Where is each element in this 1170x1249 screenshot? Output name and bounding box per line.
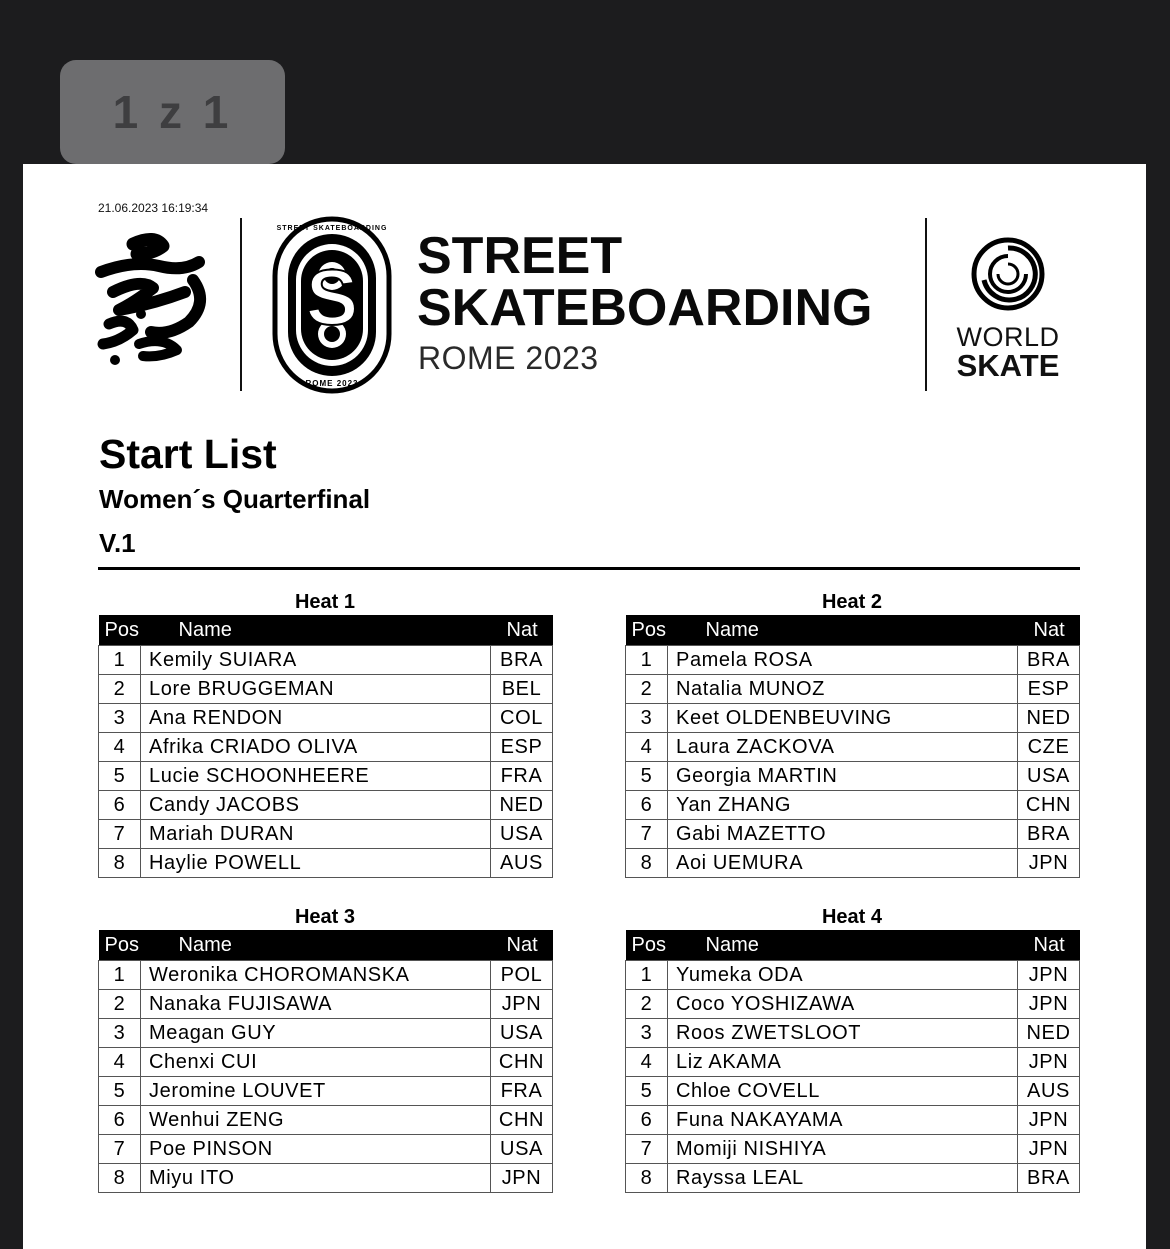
pos-cell: 7	[99, 820, 141, 849]
table-row	[626, 675, 1080, 704]
pos-cell: 5	[99, 1077, 141, 1106]
table-row	[626, 1019, 1080, 1048]
pos-cell: 3	[99, 704, 141, 733]
table-row	[99, 1135, 553, 1164]
pos-cell: 8	[99, 849, 141, 878]
world-skate-logo	[953, 234, 1063, 381]
table-row	[99, 1106, 553, 1135]
pos-cell: 3	[626, 704, 668, 733]
event-title-line1: STREET	[417, 227, 623, 285]
heat-4-table	[625, 930, 1080, 1193]
nat-cell: BRA	[491, 646, 553, 675]
name-cell: Coco YOSHIZAWA	[668, 990, 1018, 1019]
column-header-nat: Nat	[491, 615, 553, 646]
nat-cell: FRA	[491, 1077, 553, 1106]
pos-cell: 2	[99, 990, 141, 1019]
pos-cell: 2	[99, 675, 141, 704]
column-header-pos: Pos	[626, 930, 668, 961]
pos-cell: 1	[99, 646, 141, 675]
nat-cell: JPN	[1018, 1106, 1080, 1135]
nat-cell: CZE	[1018, 733, 1080, 762]
table-row	[99, 704, 553, 733]
nat-cell: JPN	[1018, 961, 1080, 990]
nat-cell: JPN	[1018, 1048, 1080, 1077]
nat-cell: COL	[491, 704, 553, 733]
name-cell: Roos ZWETSLOOT	[668, 1019, 1018, 1048]
name-cell: Natalia MUNOZ	[668, 675, 1018, 704]
title-block	[99, 430, 370, 560]
nat-cell: NED	[1018, 704, 1080, 733]
page-indicator: 1 z 1	[60, 60, 285, 164]
table-row	[626, 820, 1080, 849]
header-divider-left	[240, 218, 242, 391]
table-row	[99, 733, 553, 762]
table-row	[99, 675, 553, 704]
table-row	[626, 1048, 1080, 1077]
column-header-name: Name	[668, 615, 1018, 646]
nat-cell: BRA	[1018, 1164, 1080, 1193]
pos-cell: 5	[99, 762, 141, 791]
heat-title: Heat 4	[821, 906, 883, 928]
nat-cell: JPN	[1018, 849, 1080, 878]
pos-cell: 4	[99, 1048, 141, 1077]
version-label: V.1	[99, 528, 136, 558]
pos-cell: 6	[626, 791, 668, 820]
pos-cell: 3	[99, 1019, 141, 1048]
name-cell: Miyu ITO	[141, 1164, 491, 1193]
column-header-name: Name	[668, 930, 1018, 961]
table-row	[99, 1048, 553, 1077]
pos-cell: 7	[626, 1135, 668, 1164]
pos-cell: 2	[626, 990, 668, 1019]
table-row	[626, 791, 1080, 820]
name-cell: Candy JACOBS	[141, 791, 491, 820]
name-cell: Gabi MAZETTO	[668, 820, 1018, 849]
document-header	[23, 164, 1146, 404]
nat-cell: BEL	[491, 675, 553, 704]
name-cell: Meagan GUY	[141, 1019, 491, 1048]
name-cell: Lore BRUGGEMAN	[141, 675, 491, 704]
organizer-line2: SKATE	[956, 348, 1060, 383]
page-title: Start List	[99, 431, 277, 477]
street-skateboarding-badge-logo	[272, 216, 392, 394]
heat-4-section	[625, 904, 1079, 1193]
heat-2-section	[625, 589, 1079, 878]
table-row	[99, 1077, 553, 1106]
badge-letter: S	[305, 253, 359, 341]
name-cell: Yan ZHANG	[668, 791, 1018, 820]
event-title	[417, 227, 873, 337]
nat-cell: BRA	[1018, 646, 1080, 675]
pos-cell: 4	[99, 733, 141, 762]
pos-cell: 8	[626, 849, 668, 878]
pos-cell: 1	[626, 961, 668, 990]
organizer-line1: WORLD	[956, 322, 1060, 352]
pos-cell: 3	[626, 1019, 668, 1048]
table-row	[99, 762, 553, 791]
column-header-nat: Nat	[1018, 615, 1080, 646]
badge-top-text: STREET SKATEBOARDING	[276, 225, 388, 232]
name-cell: Rayssa LEAL	[668, 1164, 1018, 1193]
name-cell: Laura ZACKOVA	[668, 733, 1018, 762]
world-skate-swirl-icon	[968, 234, 1048, 314]
name-cell: Jeromine LOUVET	[141, 1077, 491, 1106]
name-cell: Kemily SUIARA	[141, 646, 491, 675]
column-header-pos: Pos	[626, 615, 668, 646]
name-cell: Haylie POWELL	[141, 849, 491, 878]
heat-title: Heat 2	[821, 591, 883, 613]
table-row	[99, 1164, 553, 1193]
page-subtitle: Women´s Quarterfinal	[99, 484, 371, 514]
nat-cell: NED	[491, 791, 553, 820]
nat-cell: JPN	[491, 990, 553, 1019]
rome-emblem-logo	[93, 232, 213, 372]
pos-cell: 5	[626, 1077, 668, 1106]
column-header-pos: Pos	[99, 615, 141, 646]
nat-cell: USA	[491, 820, 553, 849]
nat-cell: ESP	[1018, 675, 1080, 704]
nat-cell: JPN	[1018, 1135, 1080, 1164]
name-cell: Pamela ROSA	[668, 646, 1018, 675]
name-cell: Ana RENDON	[141, 704, 491, 733]
pos-cell: 6	[99, 1106, 141, 1135]
pos-cell: 6	[626, 1106, 668, 1135]
nat-cell: USA	[491, 1135, 553, 1164]
pos-cell: 7	[626, 820, 668, 849]
name-cell: Lucie SCHOONHEERE	[141, 762, 491, 791]
heat-1-table	[98, 615, 553, 878]
title-divider	[98, 567, 1080, 570]
nat-cell: CHN	[491, 1106, 553, 1135]
name-cell: Wenhui ZENG	[141, 1106, 491, 1135]
pos-cell: 4	[626, 1048, 668, 1077]
nat-cell: JPN	[1018, 990, 1080, 1019]
nat-cell: USA	[491, 1019, 553, 1048]
name-cell: Aoi UEMURA	[668, 849, 1018, 878]
name-cell: Nanaka FUJISAWA	[141, 990, 491, 1019]
table-row	[99, 990, 553, 1019]
table-row	[99, 1019, 553, 1048]
table-row	[626, 762, 1080, 791]
name-cell: Mariah DURAN	[141, 820, 491, 849]
name-cell: Yumeka ODA	[668, 961, 1018, 990]
table-row	[626, 733, 1080, 762]
timestamp: 21.06.2023 16:19:34	[98, 201, 209, 215]
pos-cell: 6	[99, 791, 141, 820]
table-header-row	[99, 930, 553, 961]
column-header-pos: Pos	[99, 930, 141, 961]
name-cell: Chenxi CUI	[141, 1048, 491, 1077]
nat-cell: FRA	[491, 762, 553, 791]
pos-cell: 5	[626, 762, 668, 791]
column-header-name: Name	[141, 930, 491, 961]
event-title-line2: SKATEBOARDING	[417, 279, 873, 337]
nat-cell: BRA	[1018, 820, 1080, 849]
table-header-row	[99, 615, 553, 646]
table-row	[99, 646, 553, 675]
table-row	[626, 646, 1080, 675]
name-cell: Chloe COVELL	[668, 1077, 1018, 1106]
table-header-row	[626, 930, 1080, 961]
nat-cell: NED	[1018, 1019, 1080, 1048]
table-row	[626, 1135, 1080, 1164]
name-cell: Weronika CHOROMANSKA	[141, 961, 491, 990]
name-cell: Momiji NISHIYA	[668, 1135, 1018, 1164]
nat-cell: CHN	[491, 1048, 553, 1077]
table-row	[626, 1077, 1080, 1106]
table-row	[626, 990, 1080, 1019]
pos-cell: 4	[626, 733, 668, 762]
pos-cell: 1	[99, 961, 141, 990]
nat-cell: CHN	[1018, 791, 1080, 820]
document-page	[23, 164, 1146, 1249]
pos-cell: 8	[626, 1164, 668, 1193]
pos-cell: 7	[99, 1135, 141, 1164]
name-cell: Keet OLDENBEUVING	[668, 704, 1018, 733]
table-row	[626, 961, 1080, 990]
nat-cell: ESP	[491, 733, 553, 762]
name-cell: Poe PINSON	[141, 1135, 491, 1164]
table-row	[99, 791, 553, 820]
table-row	[626, 704, 1080, 733]
pos-cell: 2	[626, 675, 668, 704]
column-header-nat: Nat	[1018, 930, 1080, 961]
column-header-nat: Nat	[491, 930, 553, 961]
name-cell: Liz AKAMA	[668, 1048, 1018, 1077]
table-row	[99, 961, 553, 990]
table-row	[99, 849, 553, 878]
nat-cell: AUS	[491, 849, 553, 878]
heat-3-section	[98, 904, 552, 1193]
name-cell: Georgia MARTIN	[668, 762, 1018, 791]
name-cell: Funa NAKAYAMA	[668, 1106, 1018, 1135]
table-row	[626, 1164, 1080, 1193]
name-cell: Afrika CRIADO OLIVA	[141, 733, 491, 762]
heat-1-section	[98, 589, 552, 878]
nat-cell: USA	[1018, 762, 1080, 791]
nat-cell: JPN	[491, 1164, 553, 1193]
heat-title: Heat 3	[294, 906, 356, 928]
column-header-name: Name	[141, 615, 491, 646]
header-divider-right	[925, 218, 927, 391]
table-header-row	[626, 615, 1080, 646]
heat-title: Heat 1	[294, 591, 356, 613]
nat-cell: POL	[491, 961, 553, 990]
table-row	[626, 1106, 1080, 1135]
heat-3-table	[98, 930, 553, 1193]
pos-cell: 1	[626, 646, 668, 675]
nat-cell: AUS	[1018, 1077, 1080, 1106]
pos-cell: 8	[99, 1164, 141, 1193]
badge-bottom-text: ROME 2023	[305, 379, 359, 388]
heat-2-table	[625, 615, 1080, 878]
table-row	[626, 849, 1080, 878]
event-subtitle: ROME 2023	[418, 340, 599, 376]
table-row	[99, 820, 553, 849]
